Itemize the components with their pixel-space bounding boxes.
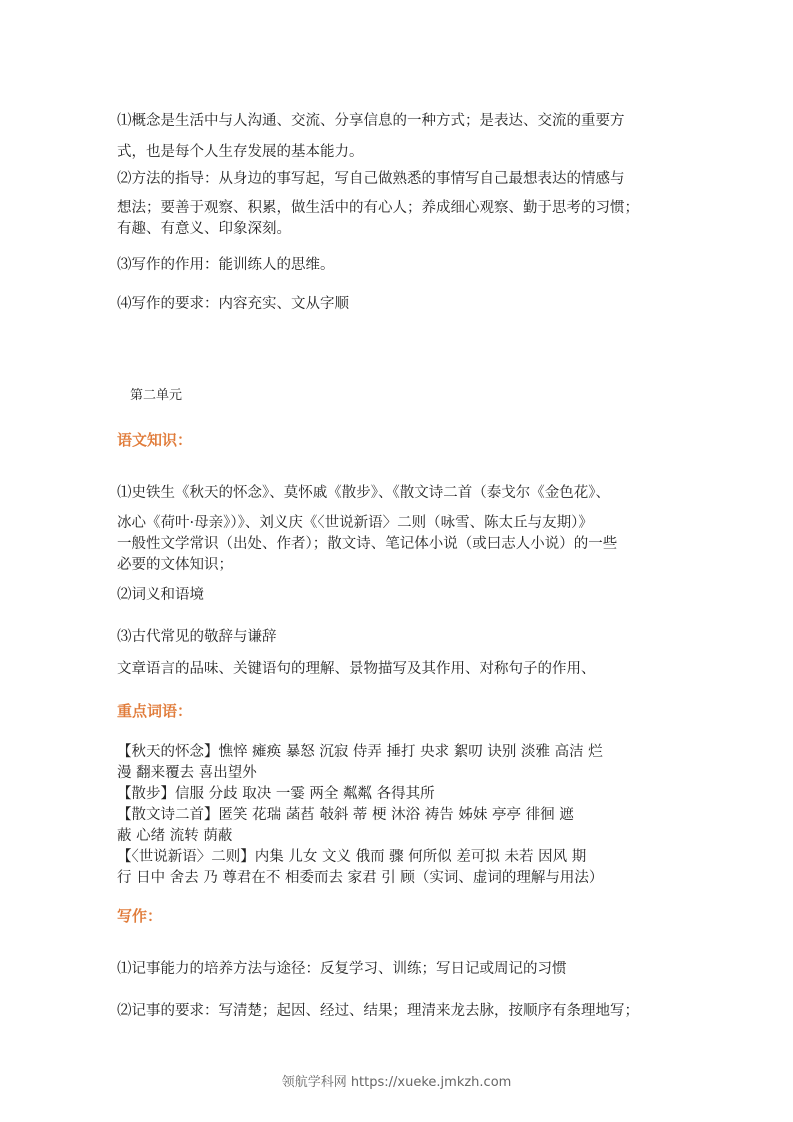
text-line: 漫 翻来覆去 喜出望外 bbox=[117, 765, 257, 781]
writing-function: ⑶写作的作用：能训练人的思维。 bbox=[117, 257, 335, 273]
writing-heading: 写作： bbox=[117, 907, 163, 925]
text-line: ⑴史铁生《秋天的怀念》、莫怀戚《散步》、《散文诗二首（泰戈尔《金色花》、 bbox=[117, 485, 610, 501]
writing-requirement: ⑷写作的要求：内容充实、文从字顺 bbox=[117, 296, 349, 312]
text-line: ⑴概念是生活中与人沟通、交流、分享信息的一种方式；是表达、交流的重要方 bbox=[117, 113, 625, 129]
text-line: 想法；要善于观察、积累，做生活中的有心人；养成细心观察、勤于思考的习惯； bbox=[117, 200, 639, 216]
key-words-list bbox=[117, 742, 677, 889]
text-line: 一般性文学常识（出处、作者）；散文诗、笔记体小说（或曰志人小说）的一些 bbox=[117, 536, 618, 552]
text-line: 必要的文体知识； bbox=[117, 557, 233, 573]
text-line: 【散文诗二首】匿笑 花瑞 菡萏 攲斜 蒂 梗 沐浴 祷告 姊妹 亭亭 徘徊 遮 bbox=[117, 807, 574, 823]
narration-requirements: ⑵记事的要求：写清楚；起因、经过、结果；理清来龙去脉，按顺序有条理地写； bbox=[117, 1003, 639, 1019]
footer-watermark: 领航学科网 https://xueke.jmkzh.com bbox=[281, 1075, 512, 1090]
narration-methods: ⑴记事能力的培养方法与途径：反复学习、训练；写日记或周记的习惯 bbox=[117, 961, 567, 977]
honorifics: ⑶古代常见的敬辞与谦辞 bbox=[117, 629, 277, 645]
text-line: 蔽 心绪 流转 荫蔽 bbox=[117, 828, 233, 844]
text-line: ⑵方法的指导：从身边的事写起，写自己做熟悉的事情写自己最想表达的情感与 bbox=[117, 171, 625, 187]
unit-title: 第二单元 bbox=[130, 388, 183, 403]
method-paragraph bbox=[117, 168, 677, 240]
text-line: 【散步】信服 分歧 取决 一霎 两全 粼粼 各得其所 bbox=[117, 786, 435, 802]
text-line: 冰心《荷叶·母亲》）》、刘义庆《〈世说新语〉二则（咏雪、陈太丘与友期）》 bbox=[117, 515, 593, 531]
text-line: 【秋天的怀念】憔悴 瘫痪 暴怒 沉寂 侍弄 捶打 央求 絮叨 诀别 淡雅 高洁 烂 bbox=[117, 744, 603, 760]
text-line: 式，也是每个人生存发展的基本能力。 bbox=[117, 144, 364, 160]
text-line: 【〈世说新语〉二则】内集 儿女 文义 俄而 骤 何所似 差可拟 未若 因风 期 bbox=[117, 849, 587, 865]
key-words-heading: 重点词语： bbox=[117, 702, 193, 720]
language-appreciation: 文章语言的品味、关键语句的理解、景物描写及其作用、对称句子的作用、 bbox=[117, 661, 596, 677]
text-line: 行 日中 舍去 乃 尊君在不 相委而去 家君 引 顾（实词、虚词的理解与用法） bbox=[117, 870, 604, 886]
text-line: 有趣、有意义、印象深刻。 bbox=[117, 221, 291, 237]
concept-paragraph bbox=[117, 106, 677, 168]
word-meaning: ⑵词义和语境 bbox=[117, 587, 204, 603]
literary-knowledge-paragraph bbox=[117, 482, 677, 576]
chinese-knowledge-heading: 语文知识： bbox=[117, 431, 193, 449]
